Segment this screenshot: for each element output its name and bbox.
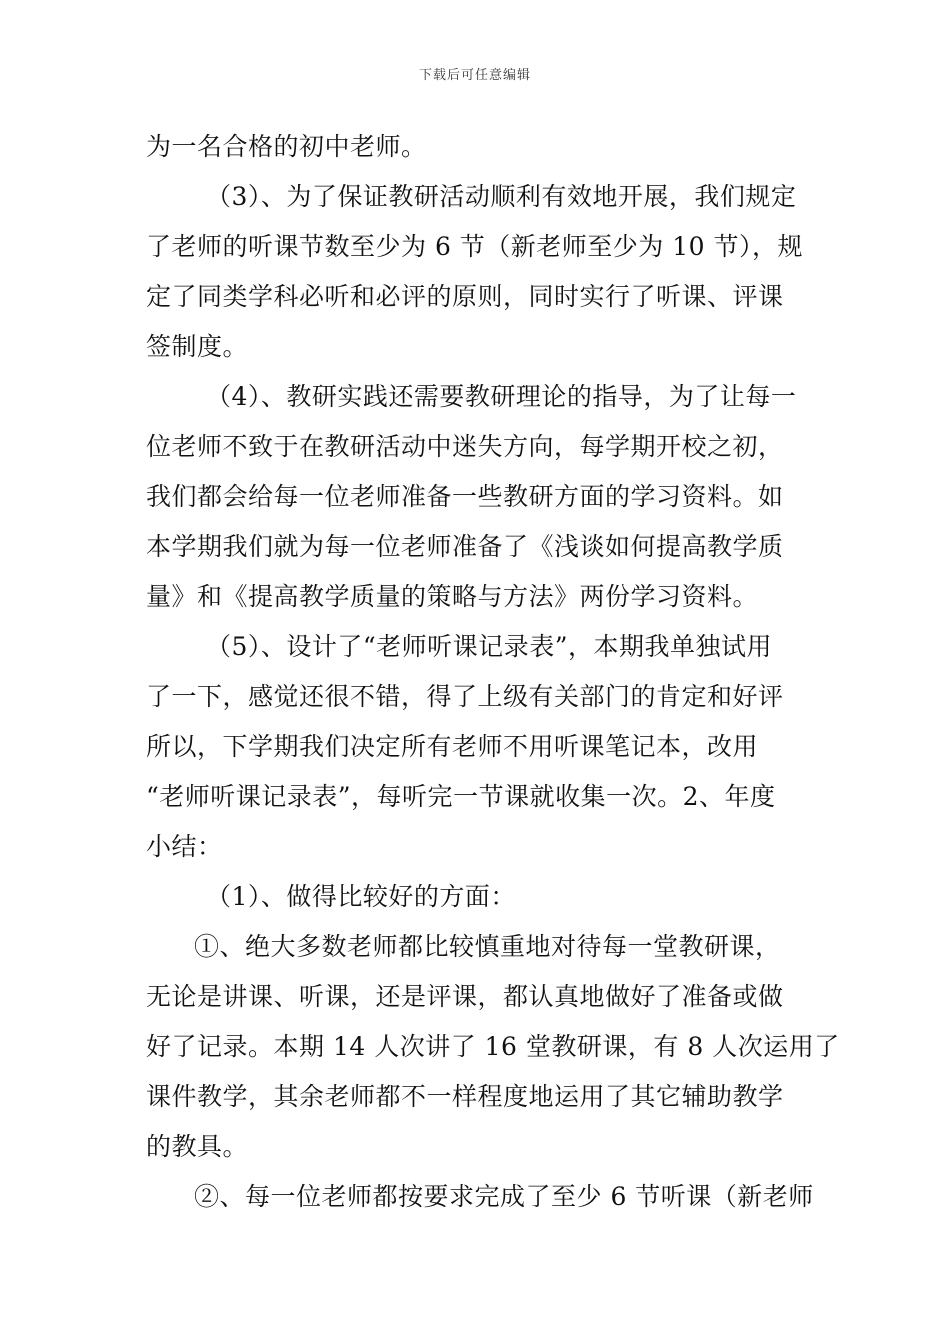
text-line: 位老师不致于在教研活动中迷失方向，每学期开校之初， — [146, 432, 784, 461]
text-line: 小结： — [146, 832, 223, 861]
text-line: 课件教学，其余老师都不一样程度地运用了其它辅助教学 — [146, 1082, 784, 1111]
text-line: 我们都会给每一位老师准备一些教研方面的学习资料。如 — [146, 482, 784, 511]
text-line: 无论是讲课、听课，还是评课，都认真地做好了准备或做 — [146, 982, 784, 1011]
text-line: （3）、为了保证教研活动顺利有效地开展，我们规定 — [206, 182, 797, 211]
text-line: “老师听课记录表”，每听完一节课就收集一次。2、年度 — [146, 782, 776, 811]
text-line: 好了记录。本期 14 人次讲了 16 堂教研课，有 8 人次运用了 — [146, 1032, 840, 1061]
text-line: 本学期我们就为每一位老师准备了《浅谈如何提高教学质 — [146, 532, 784, 561]
text-line: （5）、设计了“老师听课记录表”，本期我单独试用 — [206, 632, 772, 661]
text-line: 量》和《提高教学质量的策略与方法》两份学习资料。 — [146, 582, 759, 611]
text-line: 所以，下学期我们决定所有老师不用听课笔记本，改用 — [146, 732, 759, 761]
text-line: 为一名合格的初中老师。 — [146, 132, 427, 161]
text-line: 了老师的听课节数至少为 6 节（新老师至少为 10 节），规 — [146, 232, 804, 261]
text-line: 定了同类学科必听和必评的原则，同时实行了听课、评课 — [146, 282, 784, 311]
text-line: （4）、教研实践还需要教研理论的指导，为了让每一 — [206, 382, 797, 411]
text-line: （1）、做得比较好的方面： — [206, 882, 516, 911]
text-line: 的教具。 — [146, 1132, 249, 1161]
text-line: 签制度。 — [146, 332, 249, 361]
text-line: 了一下，感觉还很不错，得了上级有关部门的肯定和好评 — [146, 682, 784, 711]
text-line: ②、每一位老师都按要求完成了至少 6 节听课（新老师 — [194, 1182, 814, 1211]
text-line: ①、绝大多数老师都比较慎重地对待每一堂教研课， — [194, 932, 781, 961]
document-body — [146, 122, 840, 1222]
page-header: 下载后可任意编辑 — [418, 68, 531, 83]
